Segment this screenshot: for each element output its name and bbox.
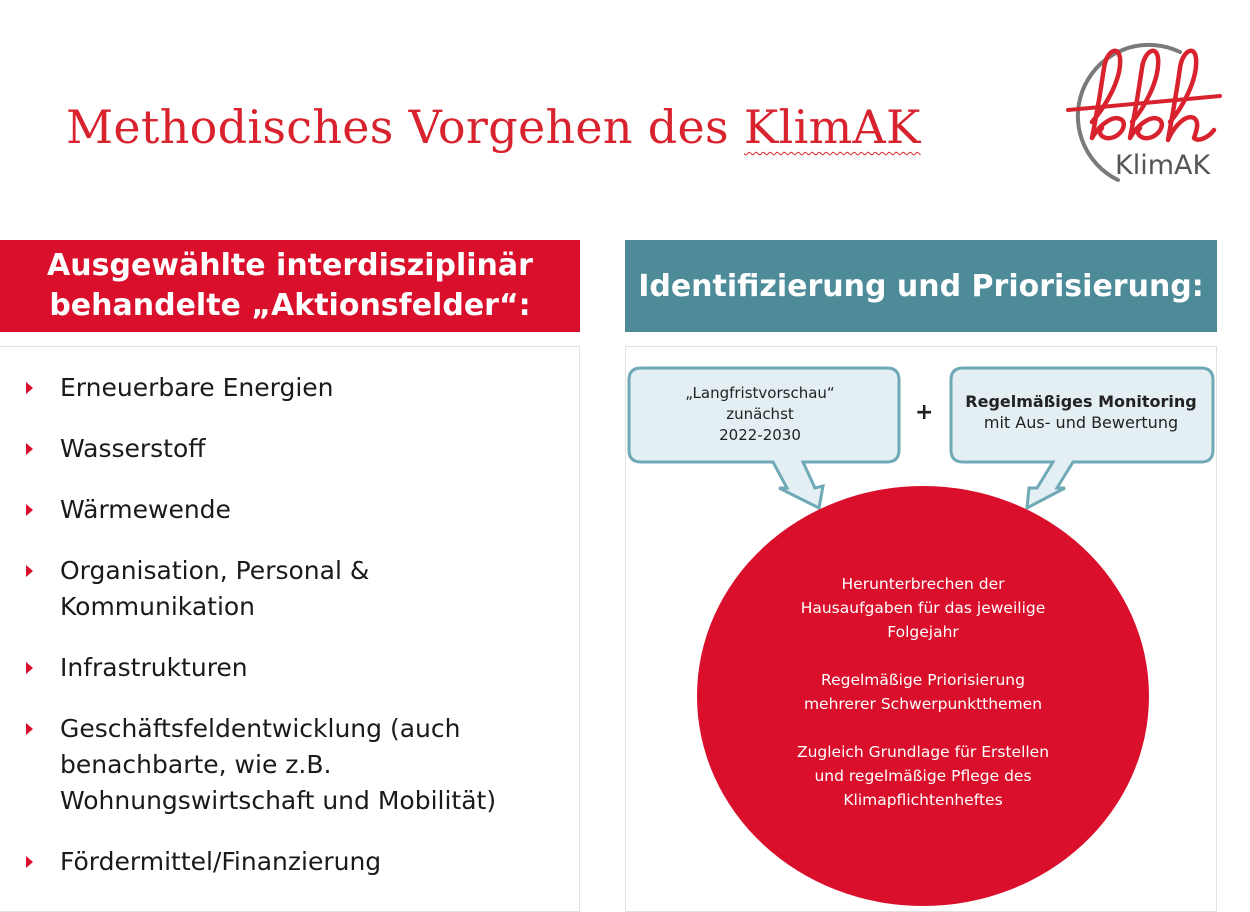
bullet-arrow-icon	[26, 856, 33, 868]
list-item: Infrastrukturen	[22, 650, 562, 686]
circle-paragraph-1: Herunterbrechen der Hausaufgaben für das jeweilige Folgejahr	[800, 575, 1046, 641]
right-panel-header: Identifizierung und Priorisierung:	[625, 240, 1217, 332]
bullet-arrow-icon	[26, 565, 33, 577]
circle-paragraph-3: Zugleich Grundlage für Erstellen und regelmäßige Pflege des Klimapflichtenheftes	[796, 743, 1050, 809]
monitoring-text: Regelmäßiges Monitoring mit Aus- und Bewertung	[965, 392, 1197, 432]
bullet-arrow-icon	[26, 662, 33, 674]
plus-sign: +	[915, 400, 934, 425]
list-item: Fördermittel/Finanzierung	[22, 844, 562, 880]
list-item: Wärmewende	[22, 492, 562, 528]
left-header-line1: Ausgewählte interdisziplinär	[47, 248, 533, 283]
page-title	[66, 100, 921, 154]
logo-wordmark: KlimAK	[1115, 150, 1211, 181]
bullet-arrow-icon	[26, 382, 33, 394]
list-item: Organisation, Personal & Kommunikation	[22, 553, 562, 625]
title-main: Methodisches Vorgehen des	[66, 100, 744, 154]
long-term-forecast-text: „Langfristvorschau“ zunächst 2022-2030	[685, 384, 835, 444]
title-underlined-word: KlimAK	[743, 100, 921, 154]
action-field-list	[22, 370, 562, 905]
callout-bubble-right	[951, 368, 1213, 508]
left-panel-header	[0, 240, 580, 332]
list-item: Geschäftsfeldentwicklung (auch benachbarte, wie z.B. Wohnungswirtschaft und Mobilität)	[22, 711, 562, 819]
left-header-line2: behandelte „Aktionsfelder“:	[49, 288, 531, 323]
bullet-arrow-icon	[26, 443, 33, 455]
list-item: Wasserstoff	[22, 431, 562, 467]
circle-text	[760, 572, 1086, 836]
bullet-arrow-icon	[26, 723, 33, 735]
bullet-arrow-icon	[26, 504, 33, 516]
circle-paragraph-2: Regelmäßige Priorisierung mehrerer Schwerpunktthemen	[803, 671, 1043, 713]
list-item: Erneuerbare Energien	[22, 370, 562, 406]
